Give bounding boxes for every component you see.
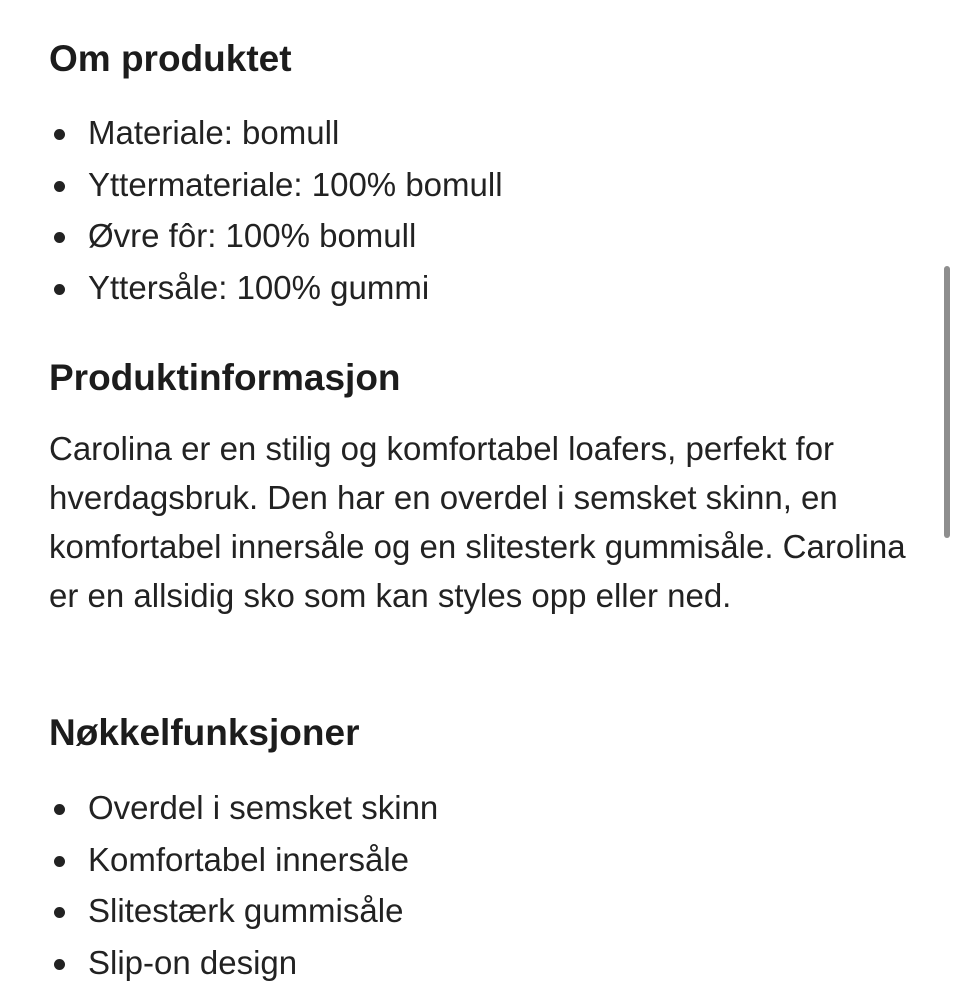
list-item — [49, 782, 438, 834]
features-list — [49, 782, 438, 988]
bullet-icon — [54, 959, 65, 970]
list-item-text: Komfortabel innersåle — [88, 840, 410, 878]
list-item-text: Yttermateriale: 100% bomull — [88, 165, 503, 203]
list-item-text: Slitestærk gummisåle — [88, 892, 404, 929]
list-item-text: Overdel i semsket skinn — [88, 789, 439, 826]
list-item — [49, 159, 503, 211]
list-item-text: Slip-on design — [88, 943, 298, 981]
bullet-icon — [54, 284, 65, 295]
about-list — [49, 107, 503, 313]
bullet-icon — [54, 907, 65, 918]
about-heading: Om produktet — [49, 38, 292, 79]
list-item — [49, 834, 438, 886]
list-item — [49, 210, 503, 262]
list-item — [49, 885, 438, 937]
list-item-text: Yttersåle: 100% gummi — [88, 268, 430, 306]
info-heading: Produktinformasjon — [49, 357, 401, 398]
list-item-text: Øvre fôr: 100% bomull — [88, 217, 417, 254]
list-item-text: Materiale: bomull — [88, 114, 340, 151]
bullet-icon — [54, 129, 65, 140]
list-item — [49, 937, 438, 989]
info-paragraph: Carolina er en stilig og komfortabel loafers, perfekt for hverdagsbruk. Den har en overdel i semsket skinn, en komfortabel innersåle og en slitesterk gummisåle. Carolina er en allsidig sko som kan styles opp eller ned. — [49, 430, 906, 614]
bullet-icon — [54, 232, 65, 243]
list-item — [49, 262, 503, 314]
bullet-icon — [54, 856, 65, 867]
bullet-icon — [54, 804, 65, 815]
bullet-icon — [54, 181, 65, 192]
features-heading: Nøkkelfunksjoner — [49, 712, 360, 753]
list-item — [49, 107, 503, 159]
scrollbar-thumb[interactable] — [944, 266, 950, 538]
